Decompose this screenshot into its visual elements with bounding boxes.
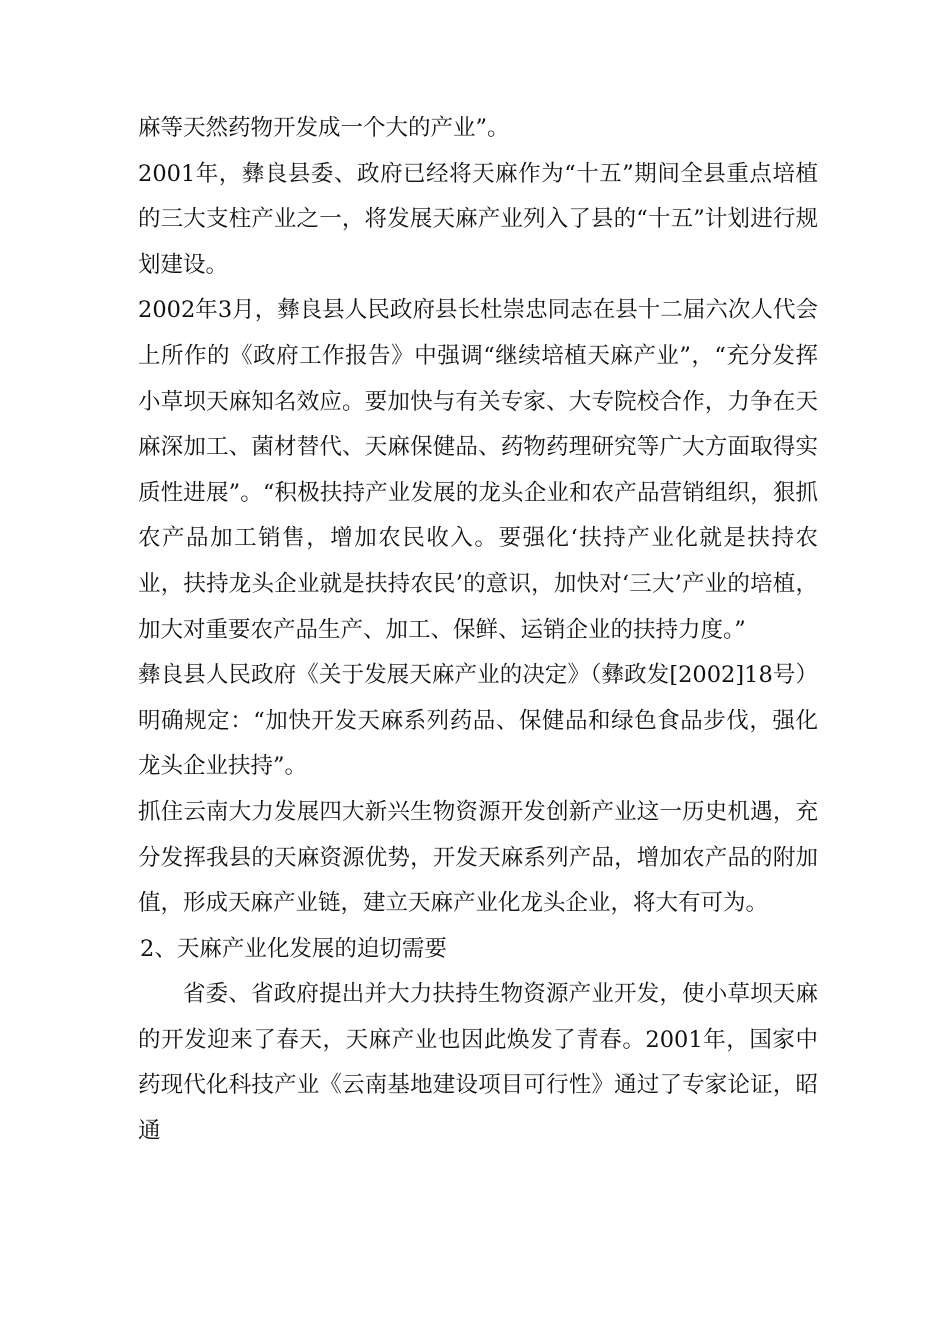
paragraph-continuation: 麻等天然药物开发成一个大的产业”。 xyxy=(138,115,510,141)
paragraph-2002-report: 2002年3月，彝良县人民政府县长杜崇忠同志在县十二届六次人代会上所作的《政府工作报告》中强调“继续培植天麻产业”，“充分发挥小草坝天麻知名效应。要加快与有关专家、大专院校合作，力争在天麻深加工、菌材替代、天麻保健品、药物药理研究等广大方面取得实质性进展”。“积极扶持产业发展的龙头企业和农产品营销组织，狠抓农产品加工销售，增加农民收入。要强化‘扶持产业化就是扶持农业，扶持龙头企业就是扶持农民’的意识，加快对‘三大’产业的培植，加大对重要农产品生产、加工、保鲜、运销企业的扶持力度。” xyxy=(138,297,818,643)
document-body xyxy=(138,106,818,1155)
section-heading: 2、天麻产业化发展的迫切需要 xyxy=(140,935,447,962)
section-paragraph: 省委、省政府提出并大力扶持生物资源产业开发，使小草坝天麻的开发迎来了春天，天麻产业也因此焕发了青春。2001年，国家中药现代化科技产业《云南基地建设项目可行性》通过了专家论证，昭通 xyxy=(138,981,818,1145)
paragraph-2001-plan: 2001年，彝良县委、政府已经将天麻作为“十五”期间全县重点培植的三大支柱产业之一，将发展天麻产业列入了县的“十五”计划进行规划建设。 xyxy=(138,160,818,278)
paragraph-opportunity: 抓住云南大力发展四大新兴生物资源开发创新产业这一历史机遇，充分发挥我县的天麻资源优势，开发天麻系列产品，增加农产品的附加值，形成天麻产业链，建立天麻产业化龙头企业，将大有可为。 xyxy=(138,798,818,917)
paragraph-county-decision: 彝良县人民政府《关于发展天麻产业的决定》（彝政发[2002]18号）明确规定：“加快开发天麻系列药品、保健品和绿色食品步伐，强化龙头企业扶持”。 xyxy=(138,662,818,780)
